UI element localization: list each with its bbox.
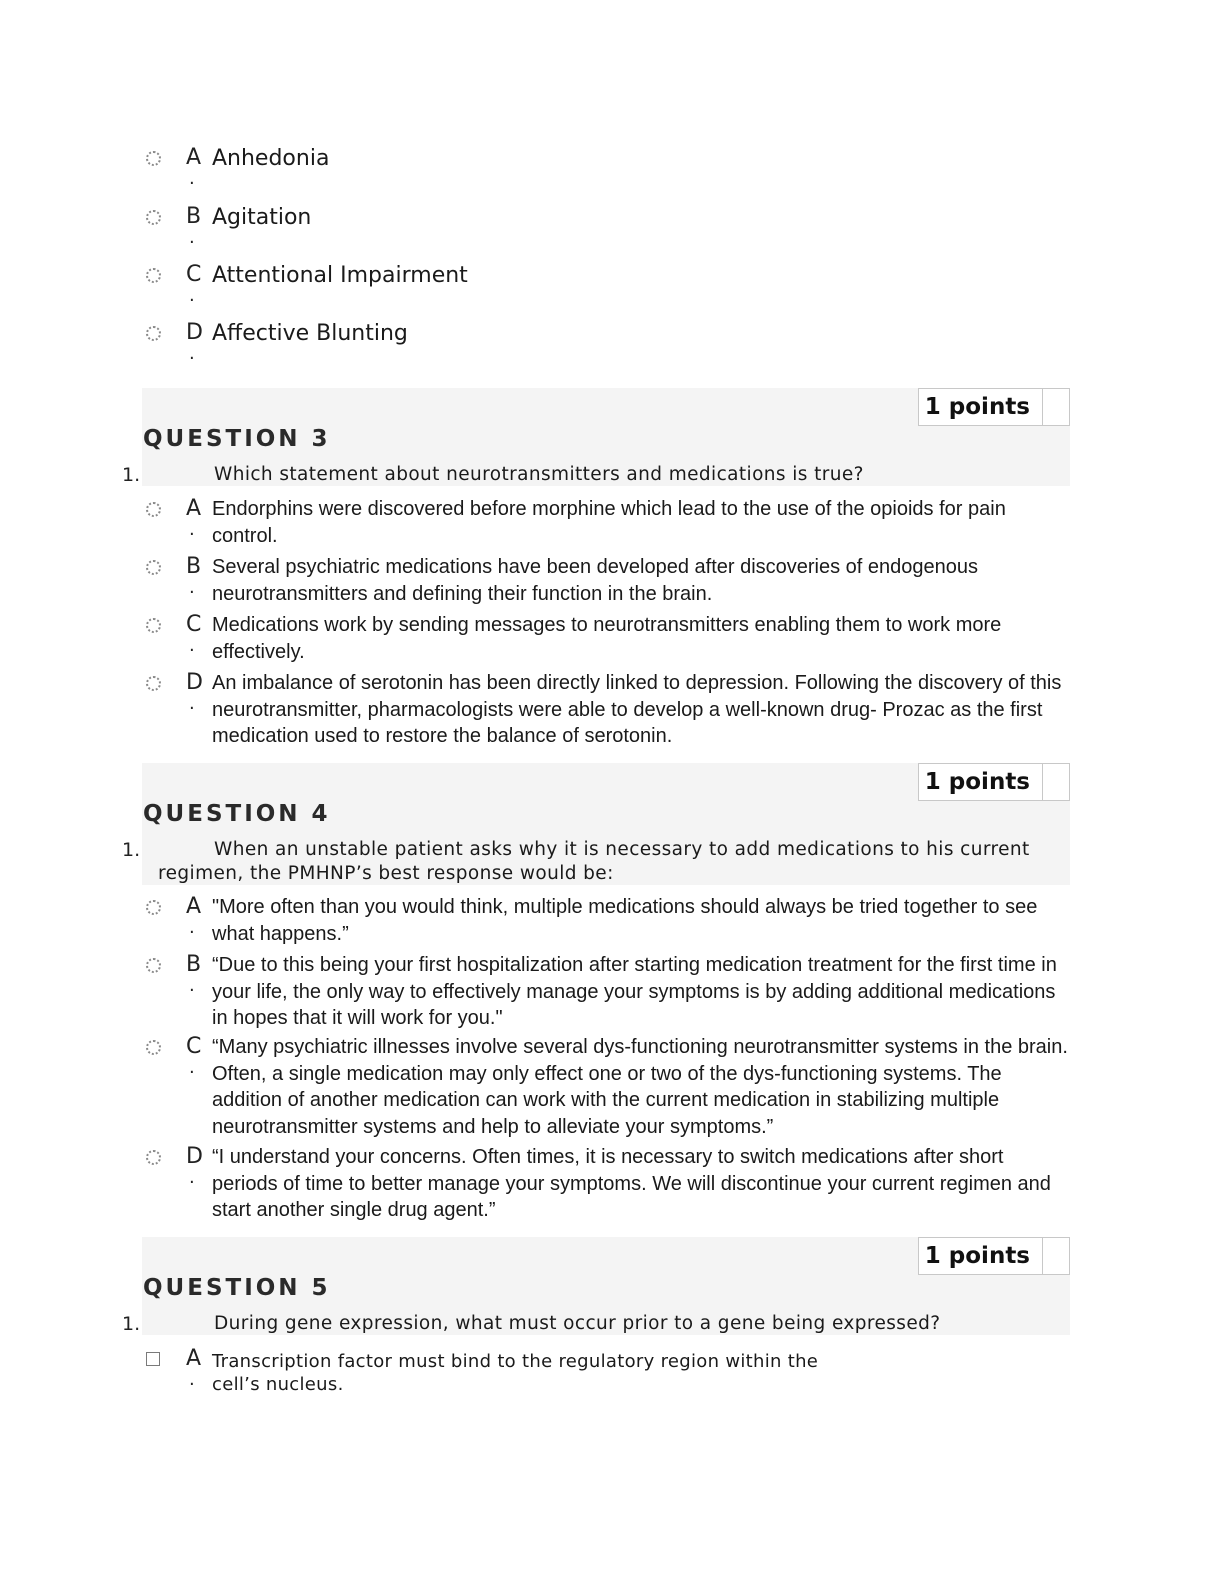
q3-option-d[interactable] — [146, 670, 1076, 750]
option-letter: C — [186, 1034, 202, 1059]
question-4-header — [122, 763, 1070, 885]
question-number: 1. — [122, 1313, 141, 1335]
points-box — [918, 763, 1070, 801]
option-text: Affective Blunting — [212, 321, 408, 346]
points-label: 1 points — [919, 1238, 1043, 1274]
radio-button[interactable] — [146, 900, 161, 915]
points-box — [918, 388, 1070, 426]
points-cell — [1043, 1238, 1069, 1274]
radio-button[interactable] — [146, 1040, 161, 1055]
question-3-header — [122, 388, 1070, 486]
option-dot: . — [189, 285, 195, 306]
question-text: When an unstable patient asks why it is necessary to add medications to his current regimen, the PMHNP’s best response would be: — [158, 839, 1030, 884]
question-number: 1. — [122, 839, 141, 861]
option-letter: C — [186, 612, 202, 637]
option-dot: . — [189, 1057, 195, 1078]
option-text: Agitation — [212, 205, 312, 230]
option-dot: . — [189, 693, 195, 714]
option-text: Anhedonia — [212, 146, 330, 171]
q2-option-d[interactable] — [146, 320, 1076, 370]
q4-option-b[interactable] — [146, 952, 1076, 1032]
option-text: Medications work by sending messages to neurotransmitters enabling them to work more effectively. — [212, 614, 1002, 663]
points-cell — [1043, 389, 1069, 425]
points-box — [918, 1237, 1070, 1275]
question-text: During gene expression, what must occur prior to a gene being expressed? — [214, 1313, 941, 1334]
question-title: QUESTION 3 — [143, 426, 331, 452]
option-dot: . — [189, 975, 195, 996]
q2-option-a[interactable] — [146, 145, 1076, 195]
option-dot: . — [189, 917, 195, 938]
radio-button[interactable] — [146, 151, 161, 166]
q2-option-c[interactable] — [146, 262, 1076, 312]
option-letter: A — [186, 496, 202, 521]
radio-button[interactable] — [146, 268, 161, 283]
option-text: "More often than you would think, multiple medications should always be tried together to see what happens.” — [212, 896, 1038, 945]
q3-option-b[interactable] — [146, 554, 1076, 608]
option-letter: A — [186, 1346, 202, 1371]
points-cell — [1043, 764, 1069, 800]
option-text: “Many psychiatric illnesses involve several dys-functioning neurotransmitter systems in the brain. Often, a single medication may only effect one or two of the dys-functioning systems. The addition of another medication can work with the current medication in stabilizing multiple neurotransmitter systems and help to alleviate your symptoms.” — [212, 1036, 1068, 1138]
radio-button[interactable] — [146, 618, 161, 633]
points-label: 1 points — [919, 389, 1043, 425]
checkbox[interactable] — [146, 1352, 160, 1366]
option-letter: B — [186, 952, 202, 977]
option-letter: B — [186, 204, 202, 229]
option-dot: . — [189, 1369, 195, 1390]
option-dot: . — [189, 343, 195, 364]
option-letter: D — [186, 320, 203, 345]
question-text: Which statement about neurotransmitters and medications is true? — [214, 464, 864, 485]
radio-button[interactable] — [146, 676, 161, 691]
option-letter: C — [186, 262, 202, 287]
question-title: QUESTION 4 — [143, 801, 331, 827]
option-text: Endorphins were discovered before morphine which lead to the use of the opioids for pain control. — [212, 498, 1006, 547]
radio-button[interactable] — [146, 502, 161, 517]
option-dot: . — [189, 519, 195, 540]
q5-option-a[interactable] — [146, 1346, 1076, 1400]
option-letter: A — [186, 145, 202, 170]
option-text: Attentional Impairment — [212, 263, 468, 288]
option-dot: . — [189, 577, 195, 598]
option-dot: . — [189, 168, 195, 189]
radio-button[interactable] — [146, 1150, 161, 1165]
option-letter: D — [186, 670, 203, 695]
option-text: Several psychiatric medications have been developed after discoveries of endogenous neurotransmitters and defining their function in the brain. — [212, 556, 979, 605]
question-title: QUESTION 5 — [143, 1275, 331, 1301]
option-dot: . — [189, 1167, 195, 1188]
q3-option-c[interactable] — [146, 612, 1076, 666]
option-dot: . — [189, 635, 195, 656]
option-text: An imbalance of serotonin has been directly linked to depression. Following the discovery of this neurotransmitter, pharmacologists were able to develop a well-known drug- Prozac as the first medication used to restore the balance of serotonin. — [212, 672, 1062, 747]
question-number: 1. — [122, 464, 141, 486]
q4-option-a[interactable] — [146, 894, 1076, 948]
radio-button[interactable] — [146, 326, 161, 341]
question-5-header — [122, 1237, 1070, 1335]
radio-button[interactable] — [146, 560, 161, 575]
option-text: “Due to this being your first hospitalization after starting medication treatment for the first time in your life, the only way to effectively manage your symptoms is by adding additional medications in hopes that it will work for you." — [212, 954, 1057, 1029]
option-letter: A — [186, 894, 202, 919]
option-letter: D — [186, 1144, 203, 1169]
q4-option-c[interactable] — [146, 1034, 1076, 1142]
points-label: 1 points — [919, 764, 1043, 800]
option-dot: . — [189, 227, 195, 248]
radio-button[interactable] — [146, 958, 161, 973]
option-text: Transcription factor must bind to the regulatory region within the cell’s nucleus. — [212, 1351, 819, 1395]
radio-button[interactable] — [146, 210, 161, 225]
q4-option-d[interactable] — [146, 1144, 1076, 1224]
option-text: “I understand your concerns. Often times, it is necessary to switch medications after short periods of time to better manage your symptoms. We will discontinue your current regimen and start another single drug agent.” — [212, 1146, 1051, 1221]
q2-option-b[interactable] — [146, 204, 1076, 254]
option-letter: B — [186, 554, 202, 579]
q3-option-a[interactable] — [146, 496, 1076, 550]
